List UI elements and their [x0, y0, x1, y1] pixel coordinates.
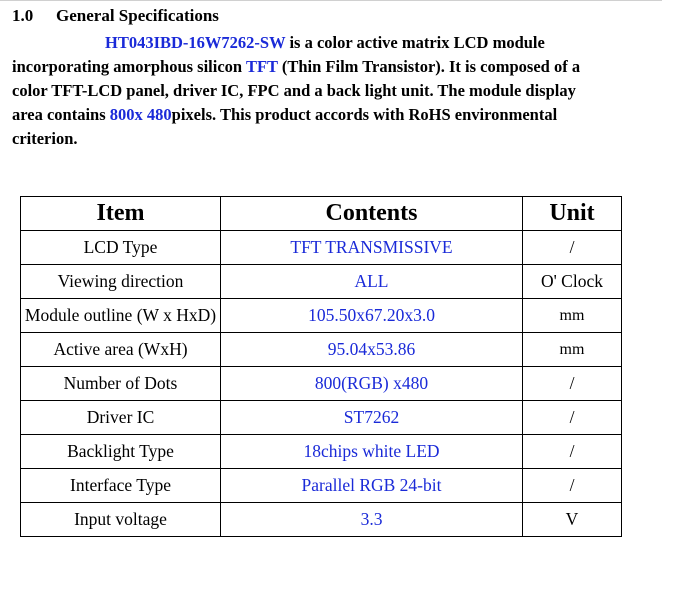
- contents-cell: Parallel RGB 24-bit: [221, 469, 523, 503]
- tft-term: TFT: [245, 57, 278, 76]
- unit-cell: /: [523, 401, 622, 435]
- item-cell: Viewing direction: [21, 265, 221, 299]
- section-number: 1.0: [12, 6, 34, 25]
- paragraph-line-2-pre: incorporating amorphous silicon: [12, 57, 246, 76]
- paragraph-line-4-post: pixels. This product accords with RoHS environmental: [171, 105, 558, 124]
- table-row: [21, 299, 622, 333]
- paragraph-line-2-post: (Thin Film Transistor). It is composed of a: [277, 57, 581, 76]
- contents-cell: 3.3: [221, 503, 523, 537]
- paragraph-line-4-pre: area contains: [12, 105, 110, 124]
- unit-cell: /: [523, 231, 622, 265]
- table-row: [21, 469, 622, 503]
- unit-cell: /: [523, 469, 622, 503]
- contents-cell: ALL: [221, 265, 523, 299]
- paragraph-line-1: [105, 33, 545, 53]
- table-row: [21, 367, 622, 401]
- paragraph-line-3: color TFT-LCD panel, driver IC, FPC and a back light unit. The module display: [12, 81, 576, 100]
- paragraph-line-2: [12, 57, 580, 77]
- item-cell: Active area (WxH): [21, 333, 221, 367]
- item-cell: Input voltage: [21, 503, 221, 537]
- unit-cell: mm: [523, 299, 622, 333]
- top-rule: [0, 0, 662, 1]
- item-cell: Interface Type: [21, 469, 221, 503]
- section-title: General Specifications: [56, 6, 219, 25]
- contents-cell: 18chips white LED: [221, 435, 523, 469]
- header-contents: Contents: [221, 197, 523, 231]
- unit-cell: mm: [523, 333, 622, 367]
- unit-cell: V: [523, 503, 622, 537]
- table-row: [21, 401, 622, 435]
- table-row: [21, 231, 622, 265]
- unit-cell: O' Clock: [523, 265, 622, 299]
- model-number: HT043IBD-16W7262-SW: [105, 33, 286, 52]
- item-cell: Driver IC: [21, 401, 221, 435]
- contents-cell: TFT TRANSMISSIVE: [221, 231, 523, 265]
- contents-cell: 800(RGB) x480: [221, 367, 523, 401]
- item-cell: LCD Type: [21, 231, 221, 265]
- item-cell: Number of Dots: [21, 367, 221, 401]
- spec-table: [20, 196, 622, 537]
- header-unit: Unit: [523, 197, 622, 231]
- resolution-value: 800x 480: [109, 105, 172, 124]
- contents-cell: 105.50x67.20x3.0: [221, 299, 523, 333]
- unit-cell: /: [523, 367, 622, 401]
- table-row: [21, 503, 622, 537]
- section-heading: [12, 6, 219, 26]
- unit-cell: /: [523, 435, 622, 469]
- header-item: Item: [21, 197, 221, 231]
- contents-cell: 95.04x53.86: [221, 333, 523, 367]
- item-cell: Module outline (W x HxD): [21, 299, 221, 333]
- paragraph-line-5: criterion.: [12, 129, 78, 148]
- table-row: [21, 265, 622, 299]
- item-cell: Backlight Type: [21, 435, 221, 469]
- table-header-row: [21, 197, 622, 231]
- contents-cell: ST7262: [221, 401, 523, 435]
- paragraph-line-4: [12, 105, 557, 125]
- table-row: [21, 435, 622, 469]
- table-row: [21, 333, 622, 367]
- paragraph-line-1-text: is a color active matrix LCD module: [285, 33, 545, 52]
